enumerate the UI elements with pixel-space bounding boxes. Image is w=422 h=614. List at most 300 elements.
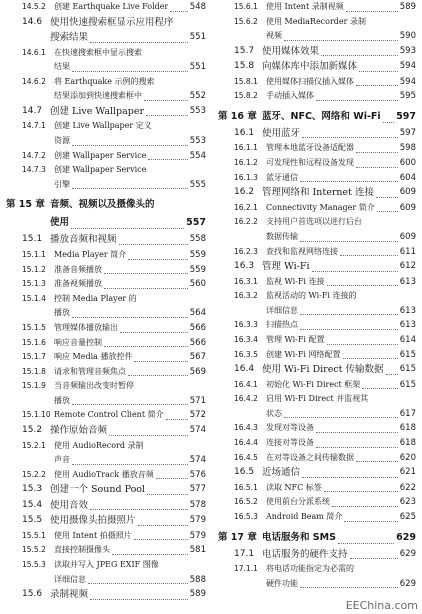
- toc-entry-title: Android Beam 简介: [266, 511, 343, 521]
- toc-entry-title: 手动插入媒体: [266, 91, 314, 101]
- toc-subsection-entry[interactable]: [218, 156, 416, 171]
- toc-subsection-entry[interactable]: [218, 392, 416, 407]
- toc-page-number: 613: [399, 320, 416, 331]
- toc-leader-dots: [134, 361, 187, 362]
- toc-section-entry[interactable]: [6, 104, 206, 120]
- toc-entry-number: 15.8: [234, 61, 255, 72]
- toc-entry-number: 16.1.2: [234, 158, 258, 168]
- toc-subsection-entry[interactable]: [218, 407, 416, 422]
- toc-leader-dots: [338, 543, 394, 544]
- toc-subsection-entry[interactable]: [6, 306, 206, 321]
- toc-leader-dots: [356, 167, 398, 168]
- toc-entry-number: 15.5.2: [22, 545, 46, 555]
- toc-entry-number: 15.1.1: [22, 249, 46, 259]
- toc-page-number: 613: [399, 276, 416, 287]
- toc-page-number: 553: [189, 136, 206, 147]
- toc-entry-title: 使用 Wi-Fi Direct 传输数据: [262, 364, 384, 376]
- toc-page-number: 615: [399, 379, 416, 390]
- toc-section-entry[interactable]: [218, 362, 416, 378]
- toc-entry-number: 16.2.2: [234, 217, 258, 227]
- toc-page-number: 612: [399, 261, 416, 272]
- toc-entry-title: 请求和管理音频焦点: [54, 366, 126, 376]
- toc-page-number: 588: [189, 574, 206, 585]
- toc-subsection-entry[interactable]: [218, 230, 416, 245]
- toc-entry-number: 15.1.7: [22, 352, 46, 362]
- toc-entry-number: 16.1.3: [234, 172, 258, 182]
- toc-entry-number: 16.2: [234, 187, 255, 198]
- toc-entry-title: 控制 Media Player 的: [54, 293, 137, 303]
- toc-entry-number: 15.1.10: [22, 410, 51, 420]
- toc-entry-number: 16.1: [234, 127, 255, 138]
- toc-entry-title: 响应 Media 播放控件: [54, 352, 133, 362]
- toc-section-entry[interactable]: [6, 513, 206, 529]
- toc-subsection-entry[interactable]: [6, 439, 206, 454]
- toc-section-entry[interactable]: [6, 232, 206, 248]
- toc-page-number: 559: [189, 264, 206, 275]
- toc-leader-dots: [109, 435, 188, 436]
- toc-subsection-entry[interactable]: [218, 421, 416, 436]
- toc-subsection-entry[interactable]: [218, 333, 416, 348]
- toc-entry-number: 15.1.6: [22, 337, 46, 347]
- toc-entry-number: 15.2.2: [22, 469, 46, 479]
- toc-entry-title: 管理 Wi-Fi 配置: [266, 335, 325, 344]
- toc-leader-dots: [72, 404, 188, 405]
- toc-entry-title: 硬件功能: [266, 578, 298, 588]
- toc-subsection-entry[interactable]: [6, 408, 206, 423]
- toc-entry-title: 准备音频播放: [54, 264, 102, 274]
- toc-entry-number: 15.1.4: [22, 293, 46, 303]
- toc-subsection-entry[interactable]: [218, 15, 416, 30]
- toc-page-number: 566: [189, 322, 206, 333]
- toc-entry-number: 14.7: [22, 105, 43, 116]
- toc-leader-dots: [128, 259, 188, 260]
- toc-entry-title: 监视活动的 Wi-Fi 连接的: [266, 291, 357, 301]
- toc-leader-dots: [300, 329, 398, 330]
- toc-entry-title: 声音: [54, 455, 70, 465]
- toc-entry-title: 使用蓝牙: [262, 127, 301, 139]
- toc-subsection-entry[interactable]: [6, 292, 206, 307]
- toc-entry-title: 使用 Intent 录制视频: [266, 2, 344, 11]
- toc-subsection-entry[interactable]: [6, 0, 206, 15]
- toc-chapter-entry[interactable]: [6, 196, 206, 214]
- toc-page-number: 625: [399, 511, 416, 522]
- toc-entry-number: 15.6: [22, 589, 43, 600]
- toc-subsection-entry[interactable]: [6, 558, 206, 573]
- toc-subsection-entry[interactable]: [6, 277, 206, 292]
- toc-entry-title: 播放: [54, 308, 70, 318]
- toc-entry-number: 14.6.1: [22, 47, 46, 57]
- toc-chapter-entry[interactable]: [218, 529, 416, 547]
- toc-leader-dots: [344, 521, 397, 522]
- toc-subsection-entry[interactable]: [218, 495, 416, 510]
- toc-page-number: 594: [399, 61, 416, 72]
- toc-leader-dots: [88, 583, 188, 584]
- toc-leader-dots: [104, 288, 188, 289]
- toc-entry-title: 数据传输: [266, 231, 298, 241]
- toc-entry-title: 当音频输出改变时暂停: [54, 381, 134, 391]
- toc-subsection-entry[interactable]: [6, 46, 206, 61]
- toc-subsection-entry[interactable]: [6, 178, 206, 193]
- toc-leader-dots: [356, 85, 398, 86]
- toc-page-number: 597: [399, 127, 416, 138]
- toc-page-number: 595: [399, 91, 416, 102]
- toc-leader-dots: [147, 494, 188, 495]
- toc-subsection-entry[interactable]: [6, 468, 206, 483]
- toc-subsection-entry[interactable]: [6, 60, 206, 75]
- toc-section-entry[interactable]: [6, 587, 206, 603]
- toc-entry-title: 监视 Wi-Fi 连接: [266, 276, 325, 286]
- toc-page-number: 577: [189, 484, 206, 495]
- toc-page-number: 560: [189, 279, 206, 290]
- toc-entry-number: 17.1: [234, 548, 255, 559]
- toc-entry-number: 14.6: [22, 16, 43, 27]
- toc-subsection-entry[interactable]: [218, 304, 416, 319]
- toc-subsection-entry[interactable]: [6, 149, 206, 164]
- toc-entry-title: 启用 Wi-Fi Direct 并监视其: [266, 394, 369, 404]
- toc-subsection-entry[interactable]: [218, 289, 416, 304]
- toc-subsection-entry[interactable]: [218, 171, 416, 186]
- toc-entry-title: 结果: [54, 62, 70, 72]
- toc-subsection-entry[interactable]: [218, 481, 416, 496]
- toc-leader-dots: [90, 42, 188, 43]
- toc-page-number: 567: [189, 352, 206, 363]
- toc-page-number: 615: [399, 364, 416, 375]
- toc-leader-dots: [156, 478, 188, 479]
- toc-entry-number: 16.4.1: [234, 379, 258, 389]
- toc-entry-title: 使用 Intent 拍摄照片: [54, 530, 132, 540]
- toc-entry-title: 视频: [266, 31, 282, 41]
- toc-entry-number: 14.6.2: [22, 76, 46, 86]
- toc-subsection-entry[interactable]: [218, 451, 416, 466]
- toc-entry-title: 直接控制摄像头: [54, 545, 110, 555]
- toc-subsection-entry[interactable]: [6, 350, 206, 365]
- toc-entry-number: 14.7.1: [22, 121, 46, 131]
- toc-leader-dots: [284, 417, 398, 418]
- toc-leader-dots: [359, 71, 398, 72]
- toc-leader-dots: [90, 509, 188, 510]
- toc-entry-title: 详细信息: [266, 305, 298, 315]
- toc-leader-dots: [112, 554, 188, 555]
- toc-leader-dots: [72, 145, 188, 146]
- toc-section-entry[interactable]: [218, 465, 416, 481]
- toc-subsection-entry[interactable]: [6, 379, 206, 394]
- toc-entry-number: 15.1.2: [22, 264, 46, 274]
- toc-page-number: 613: [399, 305, 416, 316]
- toc-subsection-entry[interactable]: [6, 529, 206, 544]
- toc-entry-title: 将 Earthquake 示例的搜索: [54, 76, 155, 86]
- toc-page-number: 629: [399, 578, 416, 589]
- toc-entry-number: 16.2.1: [234, 202, 258, 212]
- toc-subsection-entry[interactable]: [6, 163, 206, 178]
- toc-leader-dots: [71, 228, 184, 229]
- toc-entry-number: 15.1.3: [22, 279, 46, 289]
- toc-entry-number: 15.1.9: [22, 381, 46, 391]
- toc-entry-title: Media Player 简介: [54, 249, 127, 259]
- toc-entry-title: 播放: [54, 395, 70, 405]
- toc-leader-dots: [346, 11, 398, 12]
- toc-subsection-entry[interactable]: [6, 321, 206, 336]
- toc-entry-title: 在快速搜索框中显示搜索: [54, 47, 142, 57]
- toc-right-column: [218, 0, 416, 591]
- toc-page-number: 609: [399, 202, 416, 213]
- toc-page-number: 578: [189, 499, 206, 510]
- toc-page-number: 552: [189, 91, 206, 102]
- toc-leader-dots: [362, 388, 397, 389]
- toc-page-number: 609: [399, 231, 416, 242]
- toc-leader-dots: [138, 525, 188, 526]
- toc-leader-dots: [343, 358, 398, 359]
- toc-page-number: 614: [399, 335, 416, 345]
- toc-entry-title: 蓝牙通信: [266, 172, 298, 182]
- toc-leader-dots: [316, 100, 398, 101]
- toc-page-number: 579: [189, 530, 206, 541]
- toc-entry-title: 读取并写入 JPEG EXIF 图像: [54, 560, 159, 570]
- toc-entry-number: 16.3.1: [234, 276, 258, 286]
- toc-subsection-entry[interactable]: [218, 141, 416, 156]
- toc-page-number: 554: [189, 150, 206, 161]
- toc-chapter-entry[interactable]: [218, 108, 416, 126]
- toc-subsection-entry[interactable]: [218, 378, 416, 393]
- toc-page-number: 581: [189, 545, 206, 556]
- toc-page-number: 597: [396, 110, 416, 122]
- toc-section-entry[interactable]: [218, 126, 416, 142]
- toc-page-number: 621: [399, 467, 416, 478]
- toc-entry-title: 准备视频播放: [54, 279, 102, 289]
- toc-entry-title: 使用摄像头拍摄照片: [50, 515, 136, 527]
- toc-subsection-entry[interactable]: [218, 0, 416, 15]
- toc-subsection-entry[interactable]: [218, 215, 416, 230]
- toc-subsection-entry[interactable]: [218, 275, 416, 290]
- toc-subsection-entry[interactable]: [218, 510, 416, 525]
- toc-page-number: 566: [189, 337, 206, 348]
- toc-page-number: 620: [399, 452, 416, 463]
- toc-subsection-entry[interactable]: [218, 245, 416, 260]
- toc-section-entry[interactable]: [218, 59, 416, 75]
- toc-entry-title: 使用快速搜索框显示应用程序: [50, 16, 174, 28]
- toc-subsection-entry[interactable]: [6, 89, 206, 104]
- toc-entry-title: 创建 Earthquake Live Folder: [54, 2, 169, 11]
- toc-page-number: 609: [399, 187, 416, 198]
- toc-leader-dots: [72, 188, 188, 189]
- toc-leader-dots: [170, 11, 187, 12]
- toc-subsection-entry[interactable]: [6, 119, 206, 134]
- toc-entry-title: 扫描热点: [266, 320, 298, 330]
- toc-section-entry[interactable]: [6, 30, 206, 46]
- toc-section-entry[interactable]: [218, 44, 416, 60]
- toc-page-number: 555: [189, 179, 206, 190]
- toc-page-number: 594: [399, 76, 416, 87]
- toc-entry-title: 使用 AudioRecord 录制: [54, 440, 144, 450]
- toc-page-number: 618: [399, 438, 416, 449]
- toc-entry-number: 15.2: [22, 425, 43, 436]
- toc-entry-number: 15.8.1: [234, 76, 258, 86]
- toc-entry-title: 使用媒体扫描仪插入媒体: [266, 76, 354, 86]
- toc-entry-title: 创建 Wallpaper Service: [54, 150, 147, 160]
- toc-entry-number: 15.7: [234, 45, 255, 56]
- toc-entry-number: 15.8.2: [234, 91, 258, 101]
- toc-subsection-entry[interactable]: [218, 89, 416, 104]
- toc-leader-dots: [316, 447, 398, 448]
- toc-entry-title: 使用 AudioTrack 播放音频: [54, 469, 154, 479]
- toc-entry-number: 15.6.1: [234, 2, 258, 11]
- toc-leader-dots: [120, 332, 188, 333]
- toc-page-number: 569: [189, 366, 206, 377]
- toc-subsection-entry[interactable]: [6, 394, 206, 409]
- toc-entry-title: 搜索结果: [50, 32, 89, 44]
- toc-subsection-entry[interactable]: [218, 75, 416, 90]
- toc-subsection-entry[interactable]: [218, 577, 416, 592]
- toc-entry-number: 16.4.2: [234, 394, 258, 404]
- toc-page-number: 600: [399, 158, 416, 169]
- toc-entry-number: 第 15 章: [6, 199, 45, 211]
- toc-section-entry[interactable]: [218, 259, 416, 275]
- toc-page-number: 623: [399, 497, 416, 508]
- toc-page-number: 574: [189, 425, 206, 436]
- toc-page-number: 548: [189, 2, 206, 12]
- toc-leader-dots: [383, 122, 395, 123]
- toc-page-number: 572: [189, 410, 206, 421]
- toc-leader-dots: [302, 477, 398, 478]
- toc-leader-dots: [340, 255, 398, 256]
- toc-entry-title: 播放音频和视频: [50, 234, 117, 246]
- toc-entry-title: 可发现性和远程设备发现: [266, 158, 354, 168]
- toc-leader-dots: [166, 419, 188, 420]
- toc-subsection-entry[interactable]: [6, 336, 206, 351]
- toc-leader-dots: [300, 587, 398, 588]
- toc-subsection-entry[interactable]: [6, 543, 206, 558]
- toc-page-number: 559: [189, 249, 206, 260]
- toc-subsection-entry[interactable]: [218, 29, 416, 44]
- toc-entry-title: 响应音量控制: [54, 337, 102, 347]
- toc-entry-number: 第 17 章: [218, 531, 257, 543]
- toc-section-entry[interactable]: [218, 547, 416, 563]
- toc-leader-dots: [312, 271, 398, 272]
- toc-entry-title: 使用音效: [50, 499, 89, 511]
- toc-entry-number: 16.4: [234, 364, 255, 375]
- toc-subsection-entry[interactable]: [6, 134, 206, 149]
- toc-entry-title: 管理媒体播放输出: [54, 322, 118, 332]
- toc-entry-title: 蓝牙、NFC、网络和 Wi-Fi: [262, 110, 381, 122]
- toc-entry-title: 音频、视频以及摄像头的: [50, 199, 155, 211]
- toc-leader-dots: [72, 464, 188, 465]
- toc-entry-title: 创建 Live Wallpaper 定义: [54, 121, 152, 131]
- toc-page-number: 629: [396, 531, 416, 543]
- toc-entry-number: 14.5.2: [22, 2, 46, 11]
- toc-entry-number: 16.5: [234, 467, 255, 478]
- toc-entry-number: 15.5.3: [22, 560, 46, 570]
- toc-subsection-entry[interactable]: [6, 453, 206, 468]
- toc-entry-number: 16.5.1: [234, 482, 258, 492]
- toc-page-number: 590: [399, 31, 416, 42]
- toc-entry-title: 使用媒体效果: [262, 45, 320, 57]
- toc-page-number: 615: [399, 349, 416, 360]
- toc-entry-title: 在对等设备之间传输数据: [266, 452, 354, 462]
- toc-subsection-entry[interactable]: [6, 573, 206, 588]
- toc-page-number: 576: [189, 469, 206, 480]
- toc-page-number: 598: [399, 143, 416, 154]
- toc-entry-title: 近场通信: [262, 467, 301, 479]
- toc-subsection-entry[interactable]: [6, 365, 206, 380]
- toc-entry-title: 引擎: [54, 179, 70, 189]
- toc-entry-number: 14.7.3: [22, 165, 46, 175]
- toc-subsection-entry[interactable]: [218, 562, 416, 577]
- toc-page-number: 553: [189, 105, 206, 116]
- toc-entry-number: 16.4.4: [234, 438, 258, 448]
- toc-subsection-entry[interactable]: [218, 348, 416, 363]
- toc-leader-dots: [327, 285, 398, 286]
- toc-entry-title: 创建 Wi-Fi 网络配置: [266, 349, 341, 359]
- toc-page-number: 574: [189, 455, 206, 466]
- toc-section-entry[interactable]: [6, 482, 206, 498]
- toc-subsection-entry[interactable]: [218, 436, 416, 451]
- toc-entry-number: 16.3.5: [234, 349, 258, 359]
- toc-page-number: 604: [399, 172, 416, 183]
- toc-page-number: 558: [189, 234, 206, 245]
- toc-leader-dots: [324, 491, 398, 492]
- toc-entry-title: 创建一个 Sound Pool: [50, 484, 146, 496]
- toc-leader-dots: [284, 40, 398, 41]
- toc-section-entry[interactable]: [6, 498, 206, 514]
- toc-subsection-entry[interactable]: [218, 318, 416, 333]
- toc-entry-number: 14.7.2: [22, 150, 46, 160]
- toc-leader-dots: [386, 374, 398, 375]
- toc-entry-number: 第 16 章: [218, 110, 257, 122]
- toc-entry-number: 16.5.3: [234, 511, 258, 521]
- toc-page-number: 579: [189, 515, 206, 526]
- toc-page-number: 589: [399, 2, 416, 12]
- toc-entry-title: 使用前台分派系统: [266, 497, 330, 507]
- toc-section-entry[interactable]: [218, 185, 416, 201]
- toc-entry-title: 详细信息: [54, 574, 86, 584]
- toc-entry-number: 16.3: [234, 261, 255, 272]
- toc-page-number: 629: [399, 548, 416, 559]
- toc-leader-dots: [300, 314, 398, 315]
- toc-entry-number: 16.3.2: [234, 291, 258, 301]
- toc-entry-title: Connectivity Manager 简介: [266, 202, 375, 212]
- toc-leader-dots: [316, 432, 398, 433]
- toc-leader-dots: [327, 344, 398, 345]
- toc-entry-number: 16.4.3: [234, 423, 258, 433]
- toc-leader-dots: [119, 244, 188, 245]
- toc-leader-dots: [90, 599, 188, 600]
- toc-entry-title: 创建 Wallpaper Service: [54, 165, 147, 175]
- toc-page-number: 551: [189, 62, 206, 73]
- toc-subsection-entry[interactable]: [6, 75, 206, 90]
- toc-entry-number: 16.3.3: [234, 320, 258, 330]
- toc-entry-number: 16.4.5: [234, 452, 258, 462]
- toc-leader-dots: [104, 273, 188, 274]
- toc-leader-dots: [72, 71, 188, 72]
- toc-leader-dots: [332, 506, 398, 507]
- toc-entry-number: 15.5.1: [22, 530, 46, 540]
- toc-chapter-entry[interactable]: [6, 214, 206, 232]
- toc-section-entry[interactable]: [6, 15, 206, 31]
- toc-subsection-entry[interactable]: [218, 201, 416, 216]
- toc-leader-dots: [104, 346, 188, 347]
- toc-entry-title: 使用: [50, 217, 70, 229]
- toc-entry-title: 连接对等设备: [266, 438, 314, 448]
- toc-page-number: 589: [189, 589, 206, 600]
- toc-entry-number: 15.5: [22, 515, 43, 526]
- toc-entry-number: 15.2.1: [22, 440, 46, 450]
- toc-subsection-entry[interactable]: [6, 248, 206, 263]
- toc-entry-title: 支持用户首选项以进行后台: [266, 217, 362, 227]
- toc-section-entry[interactable]: [6, 423, 206, 439]
- toc-subsection-entry[interactable]: [6, 263, 206, 278]
- toc-leader-dots: [72, 317, 188, 318]
- toc-entry-title: 管理 Wi-Fi: [262, 261, 310, 273]
- toc-entry-number: 16.1.1: [234, 143, 258, 153]
